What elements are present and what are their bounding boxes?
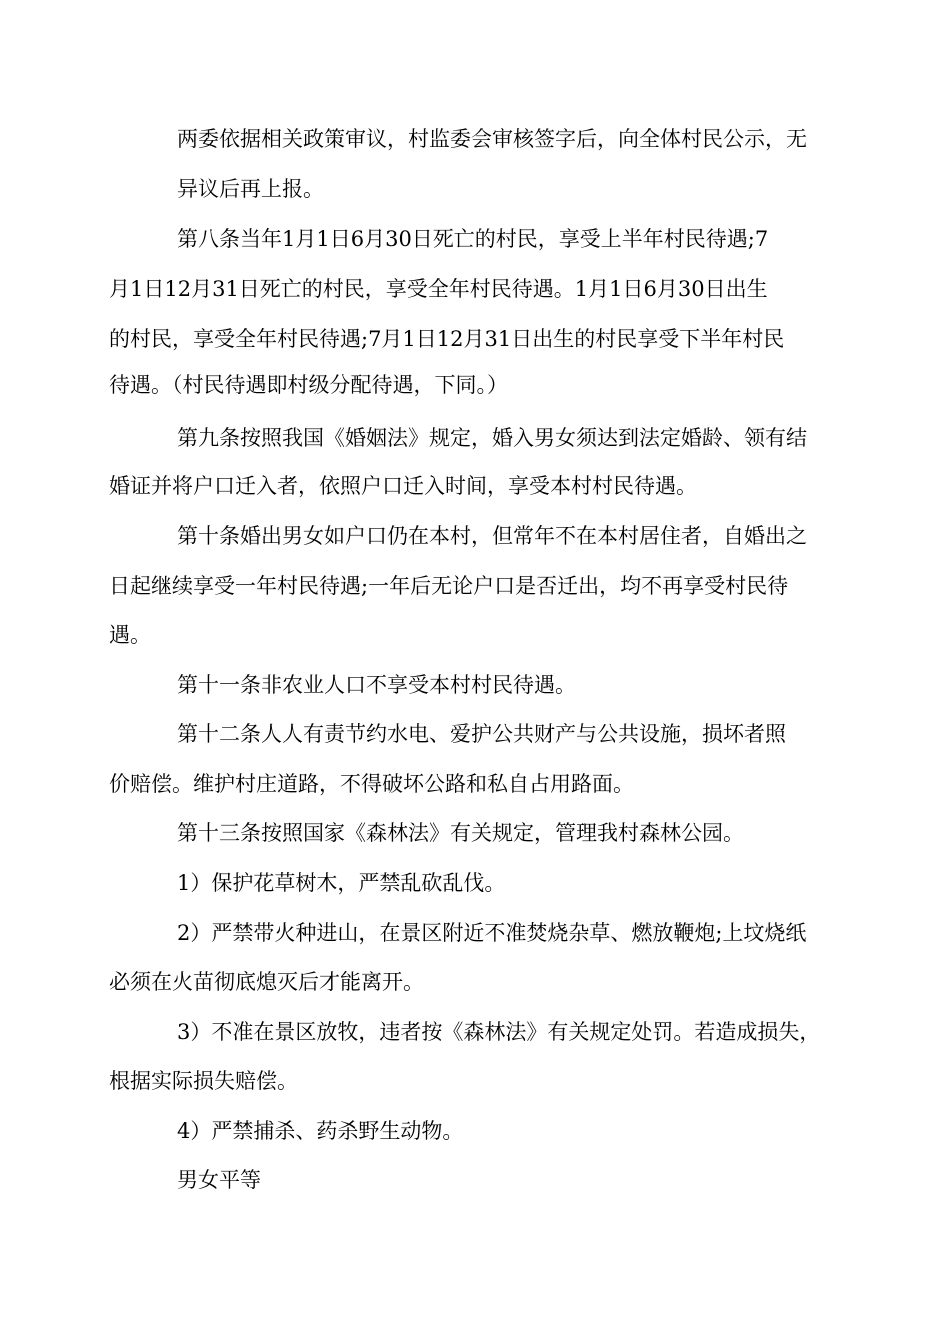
paragraph-line: 遇。 — [109, 623, 151, 647]
paragraph-line: 第十一条非农业人口不享受本村村民待遇。 — [177, 673, 576, 697]
paragraph-line: 月1日12月31日死亡的村民，享受全年村民待遇。1月1日6月30日出生 — [109, 277, 768, 301]
paragraph-line: 两委依据相关政策审议，村监委会审核签字后，向全体村民公示，无 — [177, 127, 807, 151]
paragraph-line: 第十三条按照国家《森林法》有关规定，管理我村森林公园。 — [177, 821, 744, 845]
paragraph-line: 婚证并将户口迁入者，依照户口迁入时间，享受本村村民待遇。 — [109, 474, 697, 498]
paragraph-line: 的村民，享受全年村民待遇;7月1日12月31日出生的村民享受下半年村民 — [109, 327, 785, 351]
paragraph-line: 第八条当年1月1日6月30日死亡的村民，享受上半年村民待遇;7 — [177, 227, 769, 251]
list-item: 3）不准在景区放牧，违者按《森林法》有关规定处罚。若造成损失， — [177, 1020, 821, 1044]
list-item: 1）保护花草树木，严禁乱砍乱伐。 — [177, 871, 506, 895]
paragraph-line: 第十条婚出男女如户口仍在本村，但常年不在本村居住者，自婚出之 — [177, 524, 807, 548]
paragraph-line: 待遇。（村民待遇即村级分配待遇，下同。） — [109, 373, 508, 397]
paragraph-line: 价赔偿。维护村庄道路，不得破坏公路和私自占用路面。 — [109, 772, 634, 796]
paragraph-line: 第十二条人人有责节约水电、爱护公共财产与公共设施，损坏者照 — [177, 722, 786, 746]
list-item: 2）严禁带火种进山，在景区附近不准焚烧杂草、燃放鞭炮;上坟烧纸 — [177, 921, 807, 945]
paragraph-line: 异议后再上报。 — [177, 177, 324, 201]
section-heading: 男女平等 — [177, 1168, 261, 1192]
paragraph-line: 根据实际损失赔偿。 — [109, 1069, 298, 1093]
paragraph-line: 日起继续享受一年村民待遇;一年后无论户口是否迁出，均不再享受村民待 — [109, 574, 789, 598]
paragraph-line: 第九条按照我国《婚姻法》规定，婚入男女须达到法定婚龄、领有结 — [177, 426, 807, 450]
list-item: 4）严禁捕杀、药杀野生动物。 — [177, 1119, 464, 1143]
paragraph-line: 必须在火苗彻底熄灭后才能离开。 — [109, 970, 424, 994]
